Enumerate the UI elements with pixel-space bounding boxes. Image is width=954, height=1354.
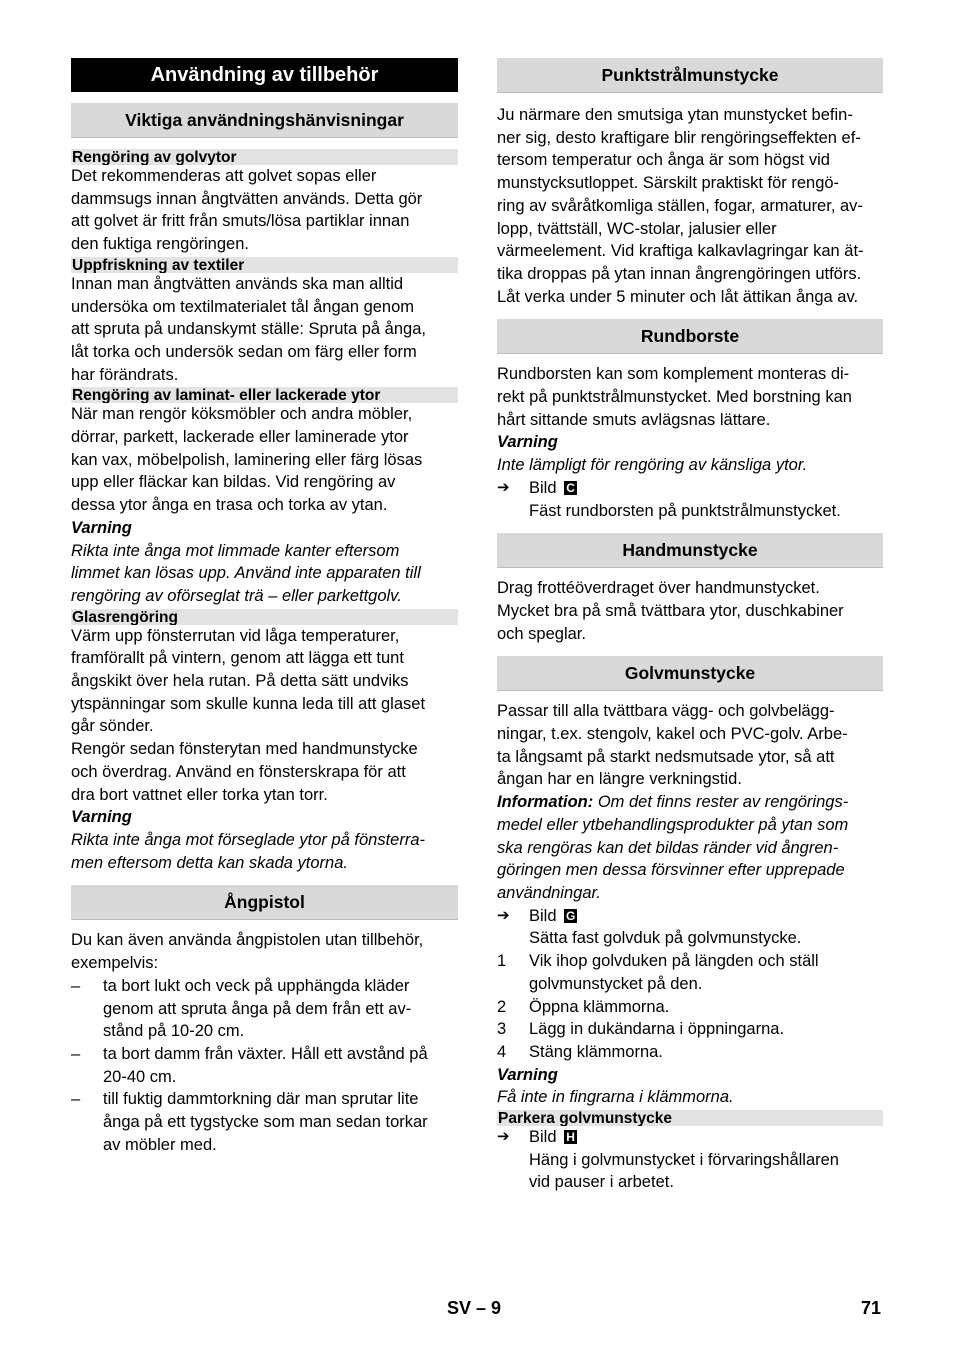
paragraph-glass: Värm upp fönsterrutan vid låga temperaturer, framförallt på vintern, genom att lägga ett tunt ångskikt över hela rutan. På detta sätt undviks ytspänningar som skulle kunna leda till att glaset går sönder. Rengör sedan fönsterytan med handmunstycke och överdrag. Använd en fönsterskrapa för att dra bort vattnet eller torka ytan torr. (71, 626, 426, 804)
figure-letter-badge: C (564, 481, 577, 495)
list-item: 2 Öppna klämmorna. (497, 997, 670, 1016)
subheading-floor-cleaning: Rengöring av golvytor (71, 149, 458, 165)
warning-label: Varning (71, 808, 132, 827)
list-item: 3 Lägg in dukändarna i öppningarna. (497, 1020, 785, 1039)
warning-label: Varning (71, 518, 132, 537)
figure-letter-badge: H (564, 1130, 577, 1144)
warning-text-round-brush: Inte lämpligt för rengöring av känsliga ytor. (497, 456, 808, 475)
subheading-textiles: Uppfriskning av textiler (71, 257, 458, 273)
warning-text-glass: Rikta inte ånga mot förseglade ytor på fönsterra- men eftersom detta kan skada ytorna. (71, 830, 426, 872)
warning-text-clamps: Få inte in fingrarna i klämmorna. (497, 1088, 734, 1107)
dash-bullet: – (71, 976, 81, 995)
section-title-important-notes: Viktiga användningshänvisningar (71, 103, 458, 138)
warning-text-laminate: Rikta inte ånga mot limmade kanter eftersom limmet kan lösas upp. Använd inte apparaten till rengöring av oförseglat trä – eller parkettgolv. (71, 541, 421, 605)
dash-bullet: – (71, 1090, 81, 1109)
subheading-glass: Glasrengöring (71, 609, 458, 625)
paragraph-steam-gun-intro: Du kan även använda ångpistolen utan tillbehör, exempelvis: (71, 931, 424, 973)
section-title-steam-gun: Ångpistol (71, 885, 458, 920)
figure-reference: ➔ Bild H (497, 1126, 883, 1149)
section-title-point-jet: Punktstrålmunstycke (497, 58, 883, 93)
subheading-laminate: Rengöring av laminat- eller lackerade ytor (71, 387, 458, 403)
list-item: – ta bort damm från växter. Håll ett avstånd på 20-40 cm. (71, 1043, 458, 1088)
paragraph-textiles: Innan man ångtvätten används ska man alltid undersöka om textilmaterialet tål ångan genom att spruta på undanskymt ställe: Spruta på ånga, låt torka och undersök sedan om färg eller form har förändrats. (71, 274, 426, 384)
main-title: Användning av tillbehör (71, 58, 458, 92)
figure-reference: ➔ Bild C (497, 477, 883, 500)
page-number: 71 (861, 1298, 882, 1318)
paragraph-hand-nozzle: Drag frottéöverdraget över handmunstycket. Mycket bra på små tvättbara ytor, duschkabiner och speglar. (497, 579, 844, 643)
arrow-icon: ➔ (497, 1128, 510, 1146)
paragraph-round-brush: Rundborsten kan som komplement monteras di- rekt på punktstrålmunstycket. Med borstning kan hårt sittande smuts avlägsnas lättare. (497, 365, 852, 429)
step-text: Sätta fast golvduk på golvmunstycke. (529, 929, 802, 948)
information-label: Information: (497, 793, 594, 812)
footer-section-label: SV – 9 (447, 1298, 502, 1318)
step-text: Häng i golvmunstycket i förvaringshållaren vid pauser i arbetet. (529, 1150, 839, 1192)
warning-label: Varning (497, 433, 558, 452)
section-title-round-brush: Rundborste (497, 319, 883, 354)
warning-label: Varning (497, 1065, 558, 1084)
paragraph-floor-nozzle: Passar till alla tvättbara vägg- och golvbelägg- ningar, t.ex. stengolv, kakel och PVC-golv. Arbe- ta långsamt på starkt nedsmutsade ytor, så att ångan har en längre verkningstid. (497, 702, 848, 789)
figure-reference: ➔ Bild G (497, 905, 883, 928)
right-column (497, 58, 883, 1194)
paragraph-laminate: När man rengör köksmöbler och andra möbler, dörrar, parkett, lackerade eller laminerade ytor kan vax, möbelpolish, laminering eller färg lösas upp eller fläckar kan bildas. Vid rengöring av dessa ytor ånga en trasa och torka av ytan. (71, 405, 423, 515)
left-column (71, 58, 458, 1156)
arrow-icon: ➔ (497, 478, 510, 496)
section-title-hand-nozzle: Handmunstycke (497, 533, 883, 568)
list-item: – till fuktig dammtorkning där man sprutar lite ånga på ett tygstycke som man sedan torkar av möbler med. (71, 1088, 458, 1156)
list-item: – ta bort lukt och veck på upphängda kläder genom att spruta ånga på dem från ett av- stånd på 10-20 cm. (71, 975, 458, 1043)
information-note: Information: Om det finns rester av rengörings- medel eller ytbehandlingsprodukter på ytan som ska rengöras kan det bildas ränder vid ångren- göringen men dessa försvinner efter upprepade användningar. (497, 793, 849, 902)
subheading-park-floor-nozzle: Parkera golvmunstycke (497, 1110, 883, 1126)
figure-letter-badge: G (565, 908, 576, 923)
list-item: 1 Vik ihop golvduken på längden och ställ golvmunstycket på den. (497, 952, 819, 993)
paragraph-point-jet: Ju närmare den smutsiga ytan munstycket befin- ner sig, desto kraftigare blir rengöringseffekten ef- tersom temperatur och ånga är som högst vid munstycksutloppet. Särskilt praktiskt för rengö- ring av svåråtkomliga ställen, fogar, armaturer, av- lopp, tvättställ, WC-stolar, jalusier eller värmeelement. Vid kraftiga kalkavlagringar kan ät- tika droppas på ytan innan ångrengöringen utförs. Låt verka under 5 minuter och låt ättikan ånga av. (497, 106, 864, 306)
list-item: 4 Stäng klämmorna. (497, 1042, 663, 1061)
arrow-icon: ➔ (497, 906, 510, 924)
dash-bullet: – (71, 1044, 81, 1063)
section-title-floor-nozzle: Golvmunstycke (497, 656, 883, 691)
paragraph-floor-cleaning: Det rekommenderas att golvet sopas eller dammsugs innan ångtvätten används. Detta gör att golvet är fritt från smuts/lösa partiklar innan den fuktiga rengöringen. (71, 167, 423, 254)
step-text: Fäst rundborsten på punktstrålmunstycket. (529, 501, 841, 520)
